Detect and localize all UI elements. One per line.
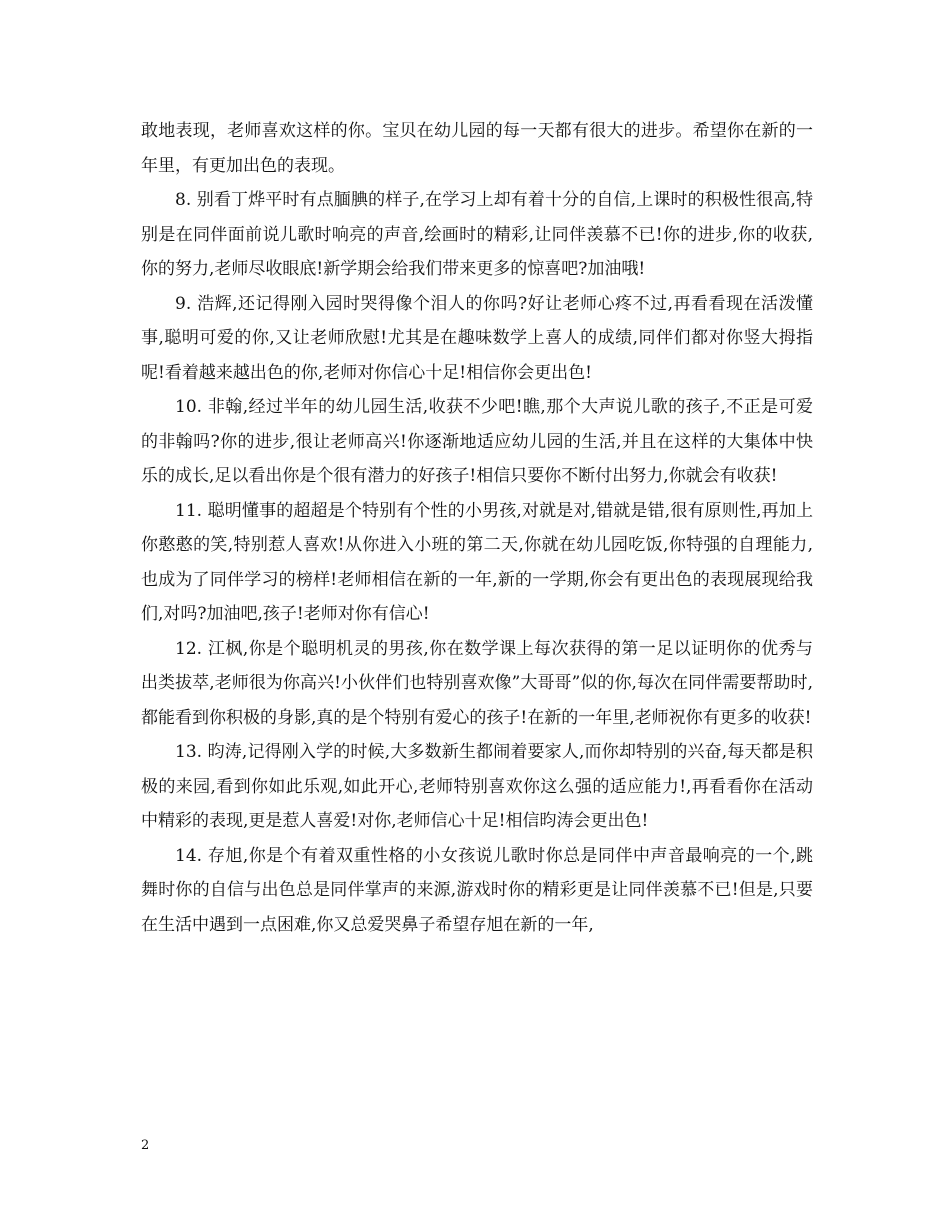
paragraph-continuation: 敢地表现，老师喜欢这样的你。宝贝在幼儿园的每一天都有很大的进步。希望你在新的一年里，有更加出色的表现。 [141, 121, 813, 176]
body-text [141, 114, 813, 942]
paragraph-10: 10. 非翰,经过半年的幼儿园生活,收获不少吧!瞧,那个大声说儿歌的孩子,不正是可爱的非翰吗?你的进步,很让老师高兴!你逐渐地适应幼儿园的生活,并且在这样的大集体中快乐的成长,足以看出你是个很有潜力的好孩子!相信只要你不断付出努力,你就会有收获! [141, 397, 813, 486]
paragraph-8: 8. 别看丁烨平时有点腼腆的样子,在学习上却有着十分的自信,上课时的积极性很高,特别是在同伴面前说儿歌时响亮的声音,绘画时的精彩,让同伴羡慕不已!你的进步,你的收获,你的努力,老师尽收眼底!新学期会给我们带来更多的惊喜吧?加油哦! [141, 190, 813, 279]
paragraph-14: 14. 存旭,你是个有着双重性格的小女孩说儿歌时你总是同伴中声音最响亮的一个,跳舞时你的自信与出色总是同伴掌声的来源,游戏时你的精彩更是让同伴羡慕不已!但是,只要在生活中遇到一点困难,你又总爱哭鼻子希望存旭在新的一年, [141, 845, 813, 935]
paragraph-11: 11. 聪明懂事的超超是个特别有个性的小男孩,对就是对,错就是错,很有原则性,再加上你憨憨的笑,特别惹人喜欢!从你进入小班的第二天,你就在幼儿园吃饭,你特强的自理能力,也成为了同伴学习的榜样!老师相信在新的一年,新的一学期,你会有更出色的表现展现给我们,对吗?加油吧,孩子!老师对你有信心! [141, 500, 813, 624]
paragraph-9: 9. 浩辉,还记得刚入园时哭得像个泪人的你吗?好让老师心疼不过,再看看现在活泼懂事,聪明可爱的你,又让老师欣慰!尤其是在趣味数学上喜人的成绩,同伴们都对你竖大拇指呢!看着越来越出色的你,老师对你信心十足!相信你会更出色! [141, 293, 813, 383]
page-number: 2 [141, 1138, 150, 1153]
paragraph-12: 12. 江枫,你是个聪明机灵的男孩,你在数学课上每次获得的第一足以证明你的优秀与出类拔萃,老师很为你高兴!小伙伴们也特别喜欢像”大哥哥”似的你,每次在同伴需要帮助时,都能看到你积极的身影,真的是个特别有爱心的孩子!在新的一年里,老师祝你有更多的收获! [141, 638, 813, 728]
paragraph-13: 13. 昀涛,记得刚入学的时候,大多数新生都闹着要家人,而你却特别的兴奋,每天都是积极的来园,看到你如此乐观,如此开心,老师特别喜欢你这么强的适应能力!,再看看你在活动中精彩的表现,更是惹人喜爱!对你,老师信心十足!相信昀涛会更出色! [141, 742, 813, 831]
